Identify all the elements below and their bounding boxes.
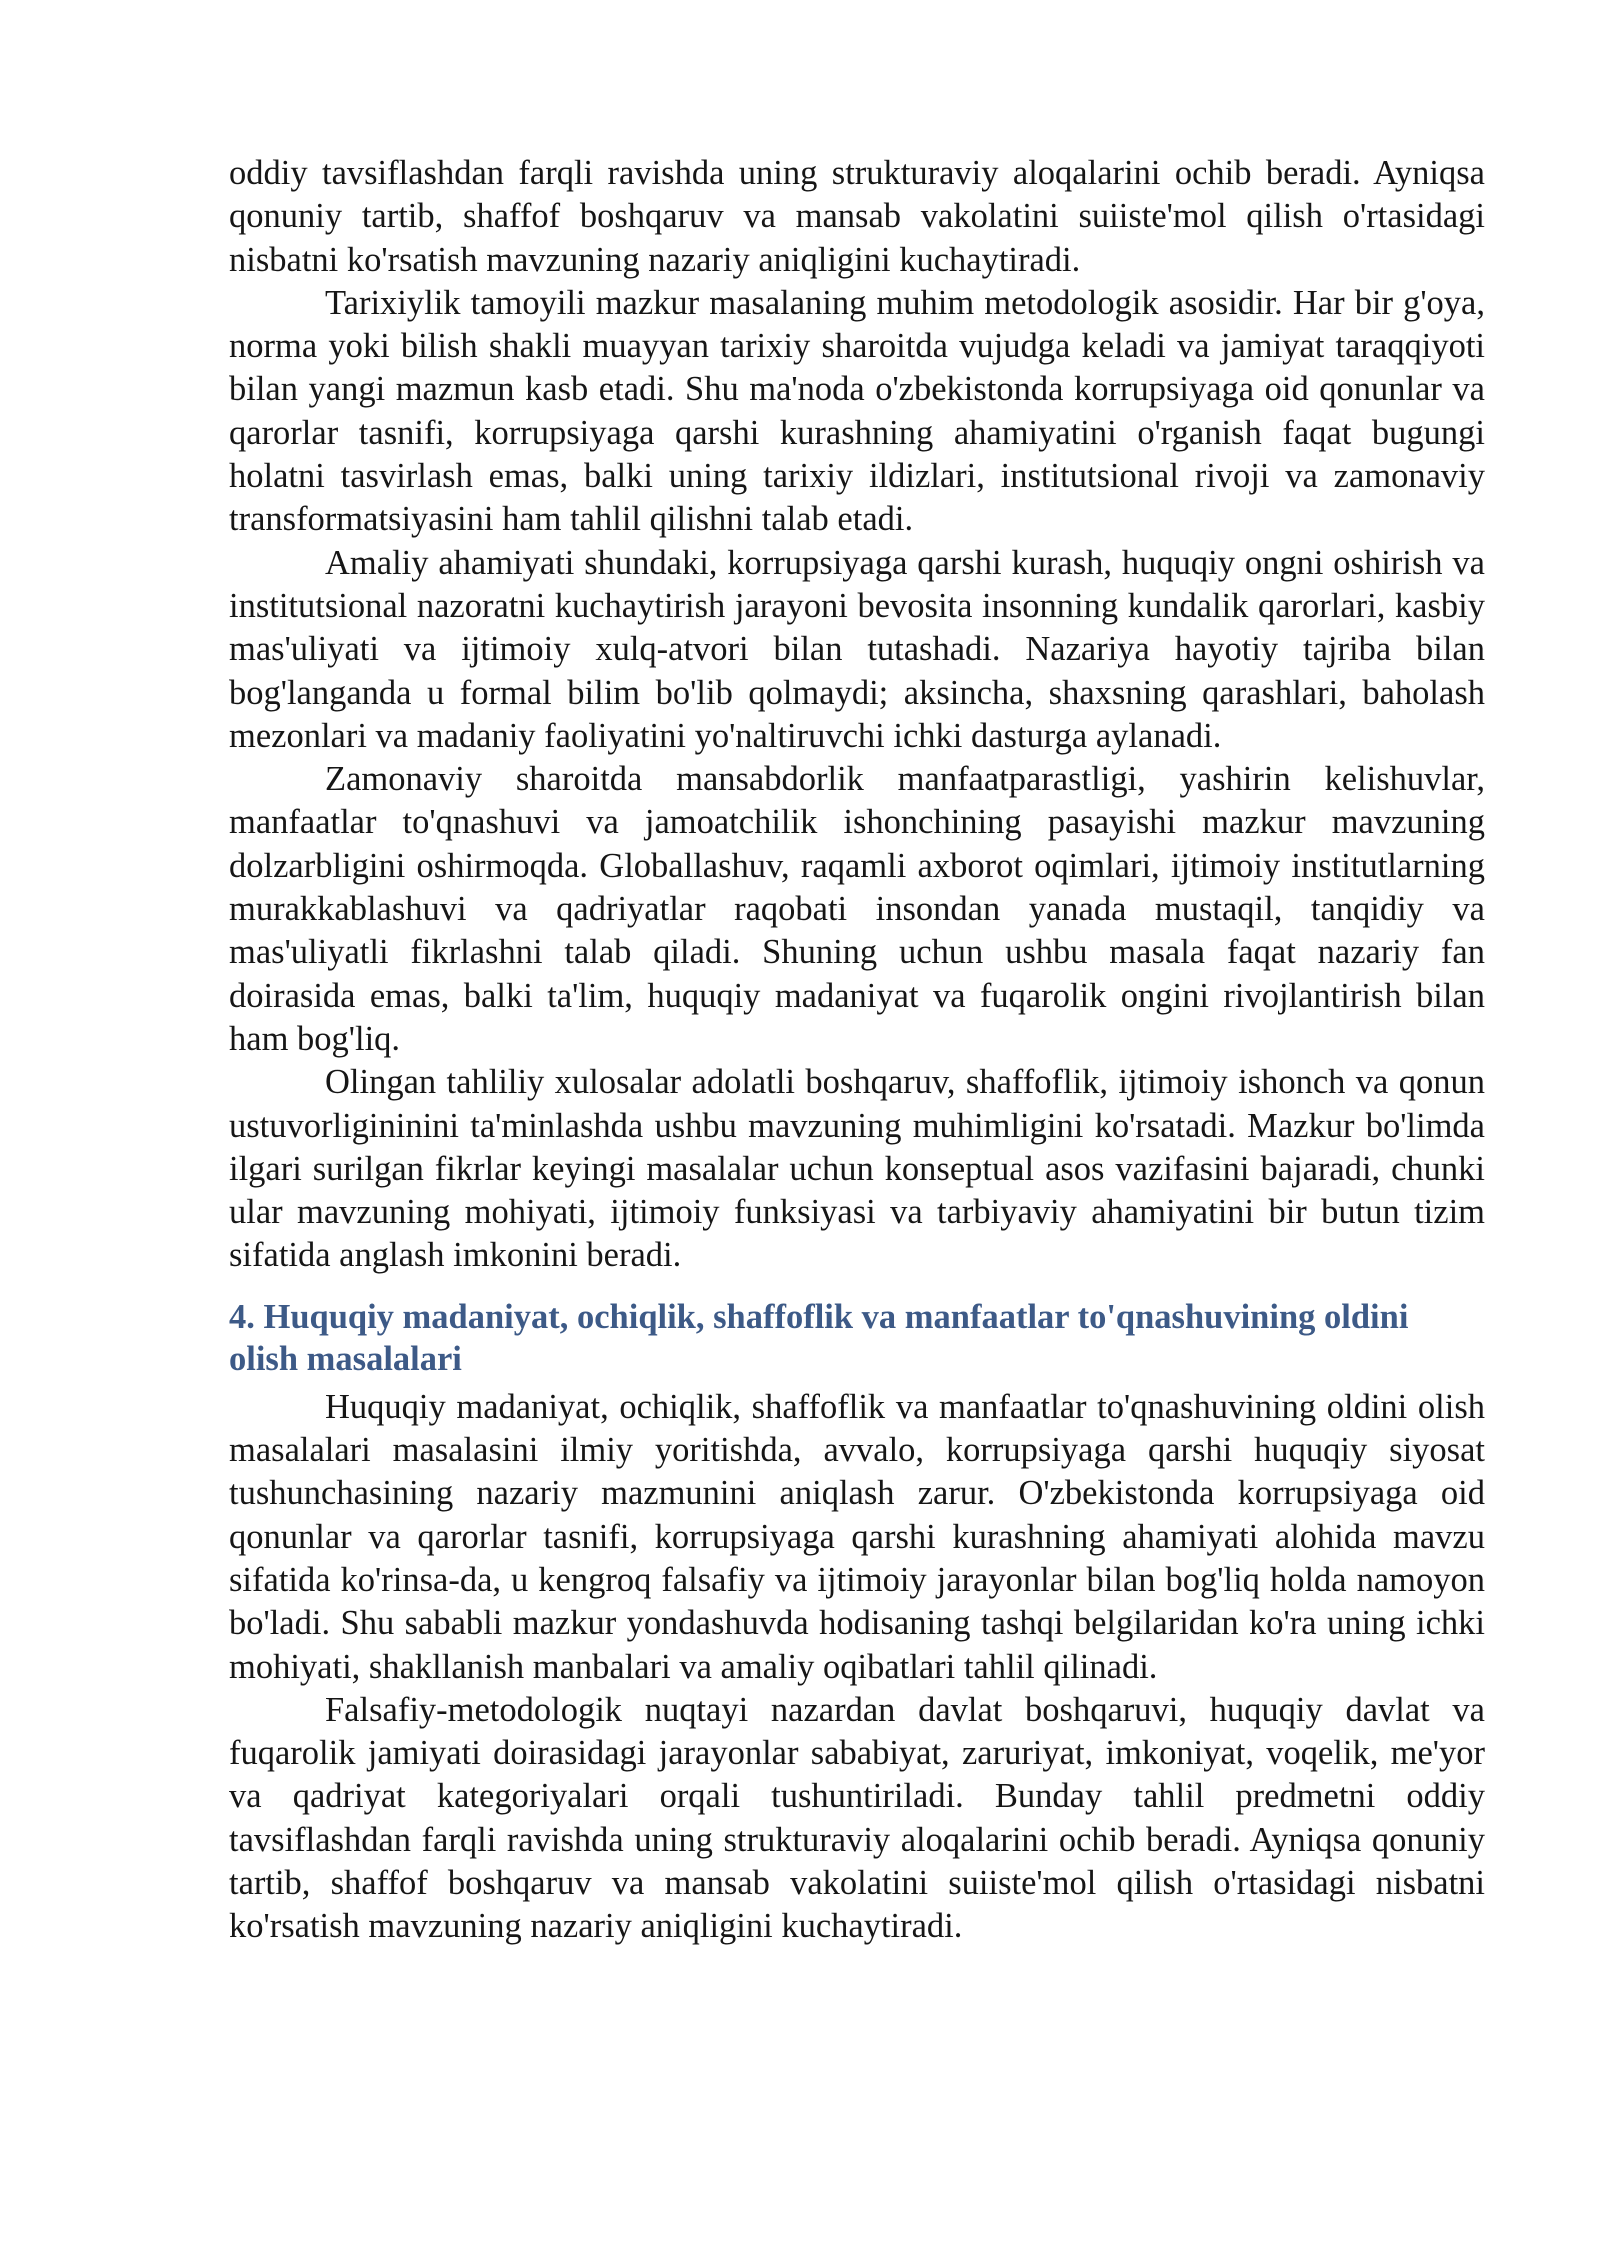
paragraph-section-intro: Huquqiy madaniyat, ochiqlik, shaffoflik va manfaatlar to'qnashuvining oldini olish masalalari masalasini ilmiy yoritishda, avvalo, korrupsiyaga qarshi huquqiy siyosat tushunchasining nazariy mazmunini aniqlash zarur. O'zbekistonda korrupsiyaga oid qonunlar va qarorlar tasnifi, korrupsiyaga qarshi kurashning ahamiyati alohida mavzu sifatida ko'rinsa-da, u kengroq falsafiy va ijtimoiy jarayonlar bilan bog'liq holda namoyon bo'ladi. Shu sababli mazkur yondashuvda hodisaning tashqi belgilaridan ko'ra uning ichki mohiyati, shakllanish manbalari va amaliy oqibatlari tahlil qilinadi. (229, 1387, 1485, 1686)
paragraph-historicity: Tarixiylik tamoyili mazkur masalaning muhim metodologik asosidir. Har bir g'oya, norma yoki bilish shakli muayyan tarixiy sharoitda vujudga keladi va jamiyat taraqqiyoti bilan yangi mazmun kasb etadi. Shu ma'noda o'zbekistonda korrupsiyaga oid qonunlar va qarorlar tasnifi, korrupsiyaga qarshi kurashning ahamiyatini o'rganish faqat bugungi holatni tasvirlash emas, balki uning tarixiy ildizlari, institutsional rivoji va zamonaviy transformatsiyasini ham tahlil qilishni talab etadi. (229, 283, 1485, 539)
paragraph-practical-significance: Amaliy ahamiyati shundaki, korrupsiyaga qarshi kurash, huquqiy ongni oshirish va institutsional nazoratni kuchaytirish jarayoni bevosita insonning kundalik qarorlari, kasbiy mas'uliyati va ijtimoiy xulq-atvori bilan tutashadi. Nazariya hayotiy tajriba bilan bog'langanda u formal bilim bo'lib qolmaydi; aksincha, shaxsning qarashlari, baholash mezonlari va madaniy faoliyatini yo'naltiruvchi ichki dasturga aylanadi. (229, 543, 1485, 755)
section-heading: 4. Huquqiy madaniyat, ochiqlik, shaffoflik va manfaatlar to'qnashuvining oldini olish masalalari (229, 1297, 1409, 1378)
paragraph-continuation: oddiy tavsiflashdan farqli ravishda uning strukturaviy aloqalarini ochib beradi. Ayniqsa qonuniy tartib, shaffof boshqaruv va mansab vakolatini suiiste'mol qilish o'rtasidagi nisbatni ko'rsatish mavzuning nazariy aniqligini kuchaytiradi. (229, 154, 1485, 279)
document-page (229, 152, 1485, 1949)
paragraph-methodology: Falsafiy-metodologik nuqtayi nazardan davlat boshqaruvi, huquqiy davlat va fuqarolik jamiyati doirasidagi jarayonlar sababiyat, zaruriyat, imkoniyat, voqelik, me'yor va qadriyat kategoriyalari orqali tushuntiriladi. Bunday tahlil predmetni oddiy tavsiflashdan farqli ravishda uning strukturaviy aloqalarini ochib beradi. Ayniqsa qonuniy tartib, shaffof boshqaruv va mansab vakolatini suiiste'mol qilish o'rtasidagi nisbatni ko'rsatish mavzuning nazariy aniqligini kuchaytiradi. (229, 1690, 1485, 1946)
paragraph-conclusions: Olingan tahliliy xulosalar adolatli boshqaruv, shaffoflik, ijtimoiy ishonch va qonun ustuvorligininini ta'minlashda ushbu mavzuning muhimligini ko'rsatadi. Mazkur bo'limda ilgari surilgan fikrlar keyingi masalalar uchun konseptual asos vazifasini bajaradi, chunki ular mavzuning mohiyati, ijtimoiy funksiyasi va tarbiyaviy ahamiyatini bir butun tizim sifatida anglash imkonini beradi. (229, 1063, 1485, 1275)
paragraph-modern-conditions: Zamonaviy sharoitda mansabdorlik manfaatparastligi, yashirin kelishuvlar, manfaatlar to'qnashuvi va jamoatchilik ishonchining pasayishi mazkur mavzuning dolzarbligini oshirmoqda. Globallashuv, raqamli axborot oqimlari, ijtimoiy institutlarning murakkablashuvi va qadriyatlar raqobati insondan yanada mustaqil, tanqidiy va mas'uliyatli fikrlashni talab qiladi. Shuning uchun ushbu masala faqat nazariy fan doirasida emas, balki ta'lim, huquqiy madaniyat va fuqarolik ongini rivojlantirish bilan ham bog'liq. (229, 760, 1485, 1058)
